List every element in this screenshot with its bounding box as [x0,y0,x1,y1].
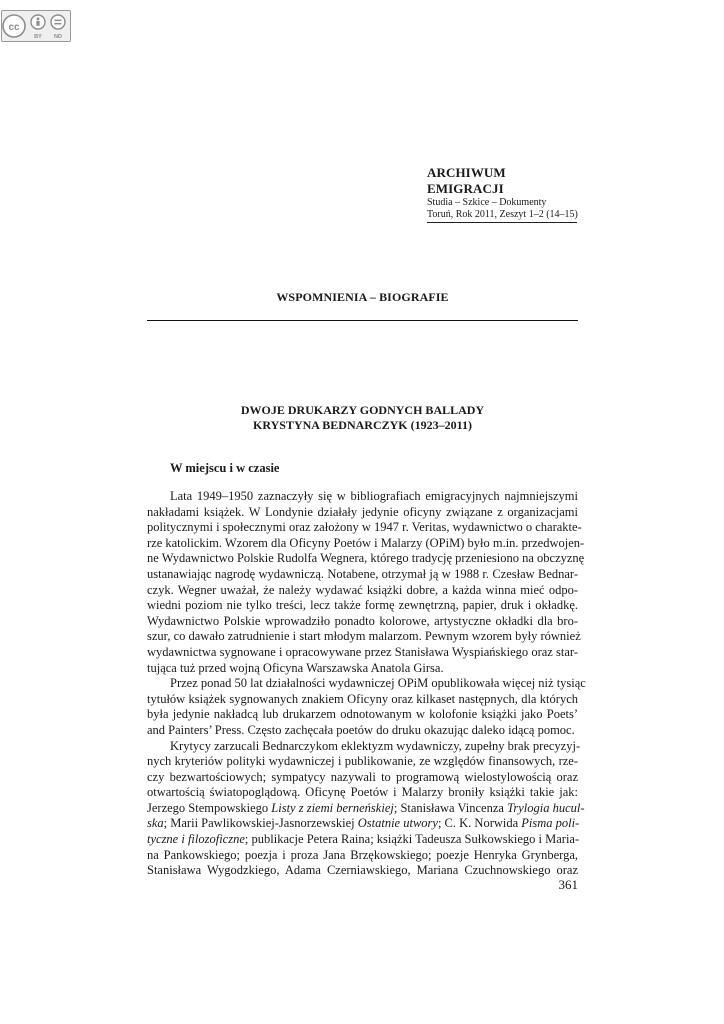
text-line: Jerzego Stempowskiego Listy z ziemi berneńskiej; Stanisława Vincenza Trylogia hucul- [147,800,585,815]
text-line: na Pankowskiego; poezja i proza Jana Brzękowskiego; poezje Henryka Grynberga, [147,847,578,862]
text-line: nych kryteriów polityki wydawniczej i publikowanie, ze względów finansowych, rze- [147,754,578,769]
article-title [147,403,578,433]
text-line: ska; Marii Pawlikowskiej-Jasnorzewskiej Ostatnie utwory; C. K. Norwida Pisma poli- [147,816,580,831]
book-title: Trylogia hucul- [507,800,585,815]
license-badge [1,10,71,42]
text-line: nakładami książek. W Londynie działały jedynie oficyny związane z organizacjami [147,504,578,519]
text-line: tyczne i filozoficzne; publikacje Petera Raina; książki Tadeusza Sułkowskiego i Maria- [147,832,580,847]
article-title-line: KRYSTYNA BEDNARCZYK (1923–2011) [253,418,472,432]
text-line: otwartością światopoglądową. Oficynę Poetów i Malarzy broniły książki takie jak: [147,785,578,800]
journal-subtitle: Studia – Szkice – Dokumenty [427,197,547,208]
text-line: Stanisława Wygodzkiego, Adama Czerniawskiego, Mariana Czuchnowskiego oraz [147,863,578,878]
text-line: czy bezwartościowych; sympatycy nazywali to programową wielostylowością oraz [147,769,578,784]
subheading: W miejscu i w czasie [170,461,280,475]
text-line: ustanawiając nagrodę wydawniczą. Notabene, otrzymał ją w 1988 r. Czesław Bednar- [147,566,578,581]
text-line: politycznymi i społecznymi oraz założony w 1947 r. Veritas, wydawnictwo o charakte- [147,520,582,535]
book-title: Listy z ziemi berneńskiej [271,800,394,815]
journal-rule [427,222,577,223]
text-line: Wydawnictwo Polskie wprowadziło ponadto kolorowe, artystyczne okładki dla bro- [147,613,578,628]
text-line: czyk. Wegner uważał, że należy wydawać książki dobre, a każda winna mieć odpo- [147,582,578,597]
text-line: tująca tuż przed wojną Oficyna Warszawska Anatola Girsa. [147,660,444,675]
text-line: rze katolickim. Wzorem dla Oficyny Poetów i Malarzy (OPiM) było m.in. przedwojen- [147,535,585,550]
text-line: Przez ponad 50 lat działalności wydawniczej OPiM opublikowała więcej niż tysiąc [170,676,586,691]
nd-label: ND [54,34,62,40]
text-line: wiedni poziom nie tylko treści, lecz także formę zewnętrzną, papier, druk i okładkę. [147,598,578,613]
journal-header [427,165,579,223]
journal-issue: Toruń, Rok 2011, Zeszyt 1–2 (14–15) [427,209,578,220]
text-line: Krytycy zarzucali Bednarczykom eklektyzm wydawniczy, zupełny brak precyzyj- [170,738,581,753]
cc-icon [3,15,25,37]
book-title: tyczne i filozoficzne [147,832,245,847]
by-label: BY [34,34,42,40]
by-icon [31,15,45,40]
text-line: tytułów książek sygnowanych znakiem Oficyny oraz kilkaset następnych, dla których [147,691,578,706]
section-title: WSPOMNIENIA – BIOGRAFIE [276,290,449,304]
book-title: ska [147,816,164,831]
text-line: Lata 1949–1950 zaznaczyły się w bibliografiach emigracyjnych najmniejszymi [170,489,578,503]
nd-icon [51,15,65,40]
book-title: Pisma poli- [521,816,580,831]
article-title-line: DWOJE DRUKARZY GODNYCH BALLADY [240,403,485,417]
svg-text:cc: cc [8,22,20,33]
text-line: była jedynie nakładcą lub drukarzem odnotowanym w kolofonie książki jako Poets’ [147,707,578,722]
page-number: 361 [558,877,578,892]
book-title: Ostatnie utwory [357,816,438,831]
text-line: ne Wydawnictwo Polskie Rudolfa Wegnera, którego tradycję przeniesiono na obczyznę [147,551,585,566]
section-rule [147,320,578,321]
text-line: and Painters’ Press. Często zachęcała poetów do druku okazując daleko idącą pomoc. [147,722,575,737]
journal-title: ARCHIWUM EMIGRACJI [427,165,506,196]
article-body [147,489,586,879]
text-line: szur, co dawało zatrudnienie i start młodym malarzom. Pewnym wzorem były również [147,629,581,644]
text-line: wydawnictwa sygnowane i opracowywane przez Stanisława Wyspiańskiego oraz star- [147,644,578,659]
